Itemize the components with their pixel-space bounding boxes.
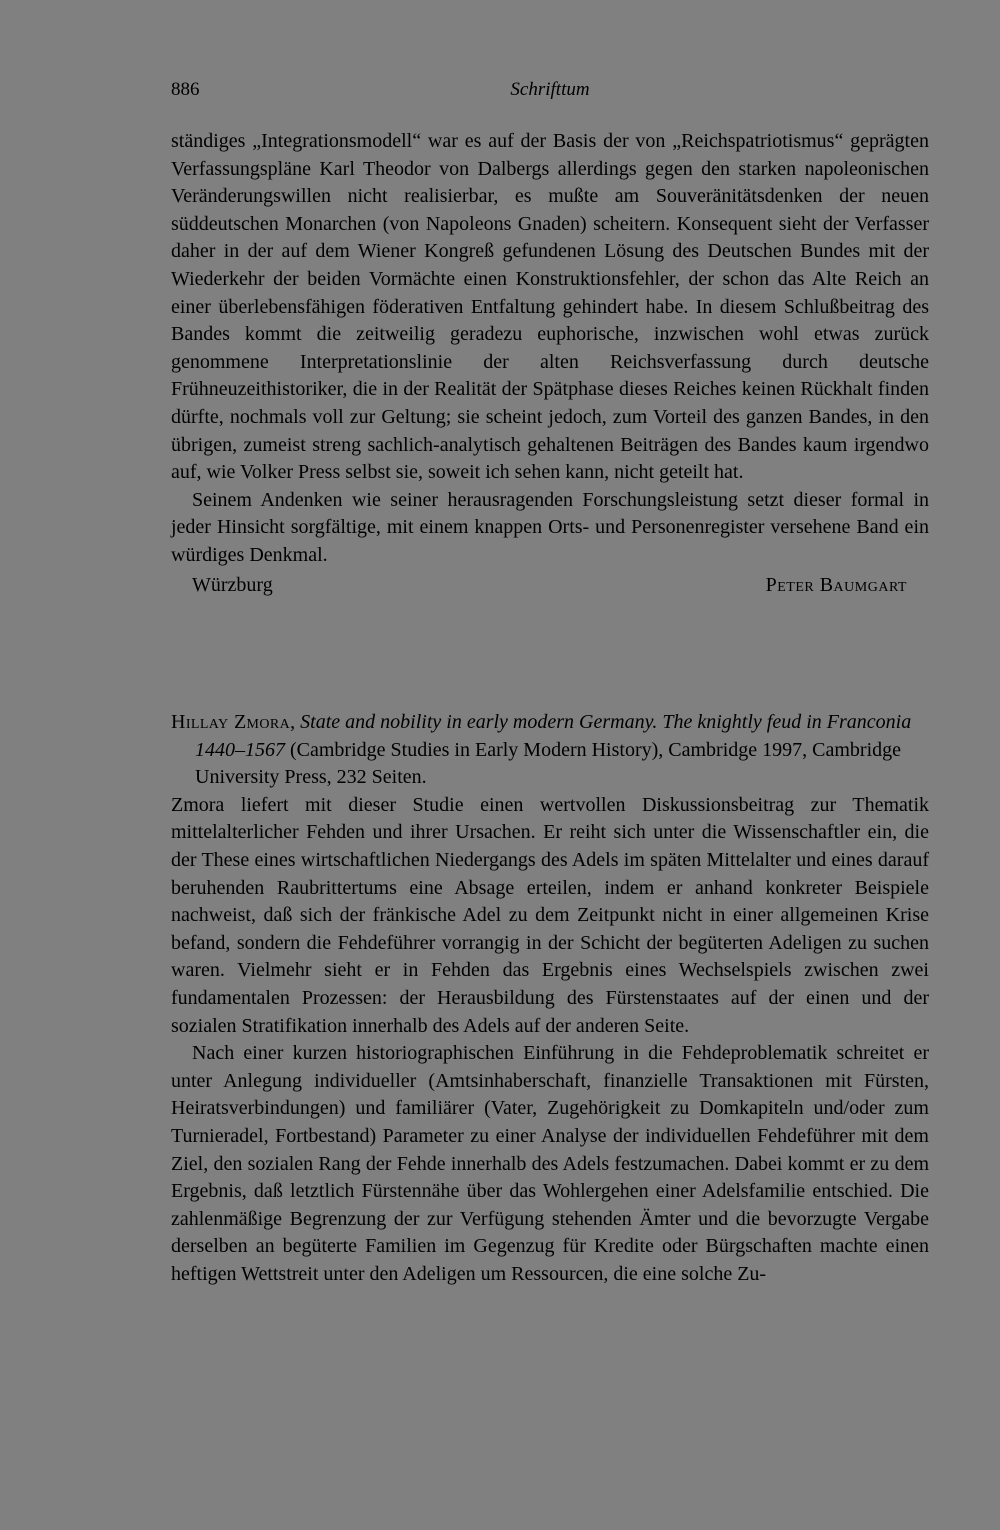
review-baumgart [171,128,929,600]
book-title: State and nobility in early modern Germany. The knightly feud in Franconia 1440–1567 [195,711,912,761]
page-number: 886 [171,79,200,100]
review1-signature [171,572,929,600]
running-title: Schrifttum [510,79,590,100]
book-author: Hillay Zmora [171,711,291,733]
review1-paragraph-2: Seinem Andenken wie seiner herausragenden Forschungsleistung setzt dieser formal in jeder Hinsicht sorgfältige, mit einem knappen Orts- und Personenregister versehene Band ein würdiges Denkmal. [171,488,929,566]
review2-paragraph-2: Nach einer kurzen historiographischen Einführung in die Fehdeproblematik schreitet er unter Anlegung individueller (Amtsinhaberschaft, finanzielle Transaktionen mit Fürsten, Heiratsverbindungen) und familiärer (Vater, Zugehörigkeit zu Domkapiteln und/oder zum Turnieradel, Fortbestand) Parameter zu einer Analyse der individuellen Fehdeführer mit dem Ziel, den sozialen Rang der Fehde innerhalb des Adels festzumachen. Dabei kommt er zu dem Ergebnis, daß letztlich Fürstennähe über das Wohlergehen einer Adelsfamilie entschied. Die zahlenmäßige Begrenzung der zur Verfügung stehenden Ämter und die bevorzugte Vergabe derselben an begüterte Familien im Gegenzug für Kredite oder Bürgschaften machte einen heftigen Wettstreit unter den Adeligen um Ressourcen, die eine solche Zu- [171,1042,929,1285]
bibliographic-entry: Hillay Zmora, State and nobility in early modern Germany. The knightly feud in Franconia 1440–1567 (Cambridge Studies in Early Modern History), Cambridge 1997, Cambridge University Press, 232 Seiten. [171,711,912,789]
review-zmora [171,709,929,1288]
review1-paragraph-1: ständiges „Integrationsmodell“ war es auf der Basis der von „Reichspatriotismus“ geprägten Verfassungspläne Karl Theodor von Dalbergs allerdings gegen den starken napoleonischen Veränderungswillen nicht realisierbar, es mußte am Souveränitätsdenken der neuen süddeutschen Monarchen (von Napoleons Gnaden) scheitern. Konsequent sieht der Verfasser daher in der auf dem Wiener Kongreß gefundenen Lösung des Deutschen Bundes mit der Wiederkehr der beiden Vormächte einen Konstruktionsfehler, der schon das Alte Reich an einer überlebensfähigen föderativen Entfaltung gehindert habe. In diesem Schlußbeitrag des Bandes kommt die zeitweilig geradezu euphorische, inzwischen wohl etwas zurück genommene Interpretationslinie der alten Reichsverfassung durch deutsche Frühneuzeithistoriker, die in der Realität der Spätphase dieses Reiches keinen Rückhalt finden dürfte, nochmals voll zur Geltung; sie scheint jedoch, zum Vorteil des ganzen Bandes, in den übrigen, zumeist streng sachlich-analytisch gehaltenen Beiträgen des Bandes kaum irgendwo auf, wie Volker Press selbst sie, soweit ich sehen kann, nicht geteilt hat. [171,130,929,484]
book-details: (Cambridge Studies in Early Modern History), Cambridge 1997, Cambridge University Press, 232 Seiten. [195,738,902,789]
review2-paragraph-1: Zmora liefert mit dieser Studie einen wertvollen Diskussionsbeitrag zur Thematik mittelalterlicher Fehden und ihrer Ursachen. Er reiht sich unter die Wissenschaftler ein, die der These eines wirtschaftlichen Niedergangs des Adels im späten Mittelalter und eines darauf beruhenden Raubrittertums eine Absage erteilen, indem er anhand konkreter Beispiele nachweist, daß sich der fränkische Adel zu dem Zeitpunkt nicht in einer allgemeinen Krise befand, sondern die Fehdeführer vorrangig in der Schicht der begüterten Adeligen zu suchen waren. Vielmehr sieht er in Fehden das Ergebnis eines Wechselspiels zwischen zwei fundamentalen Prozessen: der Herausbildung des Fürstenstaates auf der einen und der sozialen Stratifikation innerhalb des Adels auf der anderen Seite. [171,793,929,1037]
signature-author: Peter Baumgart [765,573,907,596]
signature-place: Würzburg [192,573,273,596]
